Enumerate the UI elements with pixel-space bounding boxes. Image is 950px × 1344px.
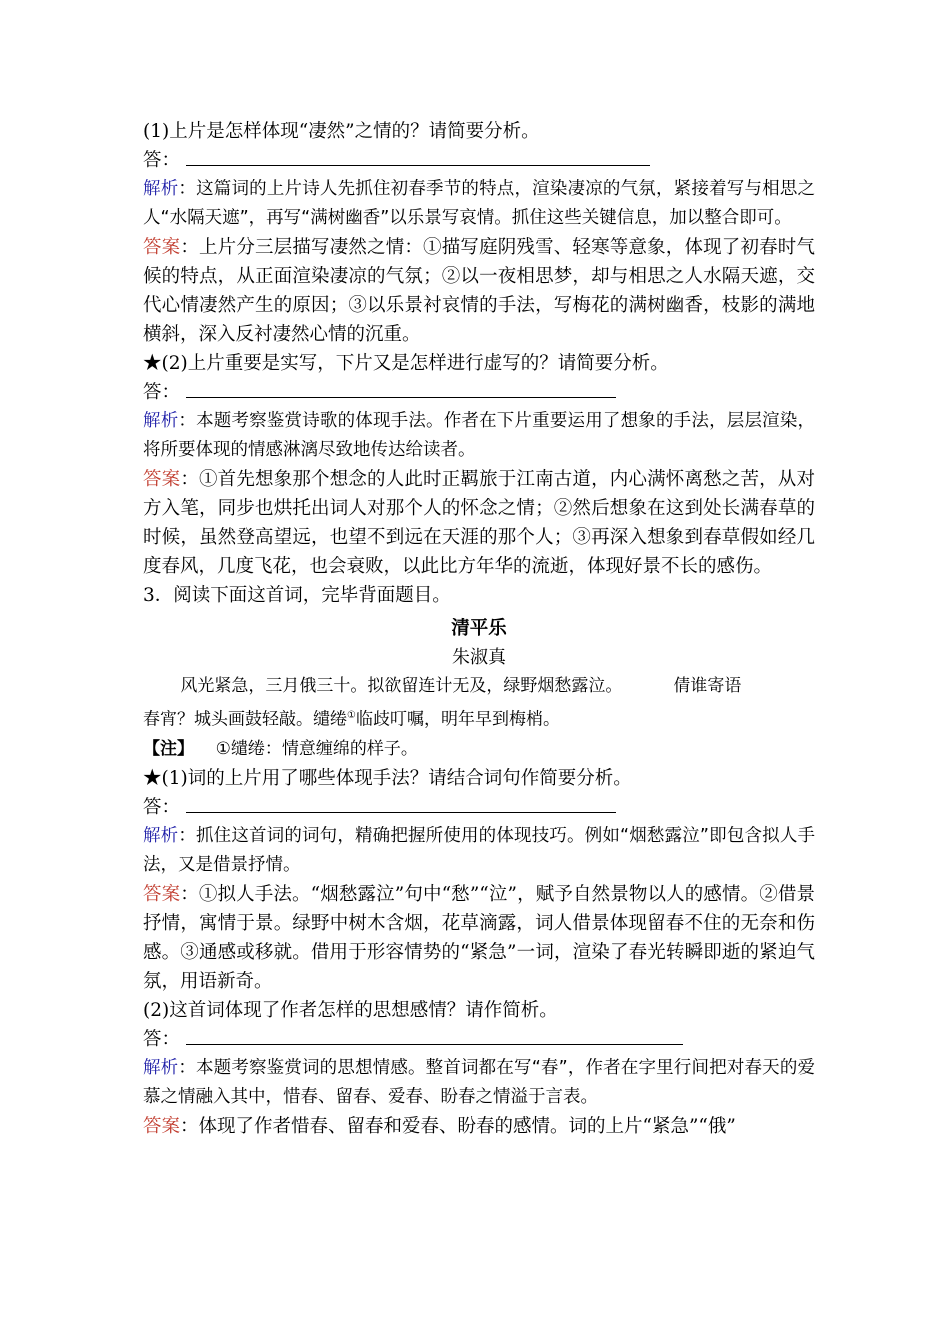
answer-blank-1[interactable] bbox=[186, 149, 650, 166]
poem-text-cont bbox=[143, 701, 815, 735]
answer-blank-2[interactable] bbox=[186, 381, 616, 398]
answer-1 bbox=[143, 233, 815, 349]
answer-line-1 bbox=[143, 146, 815, 175]
poem-title: 清平乐 bbox=[451, 618, 507, 639]
note-label: 【注】 bbox=[143, 738, 194, 759]
answer-label: 答案 bbox=[143, 237, 181, 258]
question-3: ★(1)词的上片用了哪些体现手法？请结合词句作简要分析。 bbox=[143, 767, 632, 789]
answer-3 bbox=[143, 880, 815, 996]
analysis-label: 解析 bbox=[143, 825, 179, 846]
answer-blank-4[interactable] bbox=[186, 1028, 683, 1045]
section-3-intro: 3．阅读下面这首词，完毕背面题目。 bbox=[143, 585, 451, 606]
question-4: (2)这首词体现了作者怎样的思想感情？请作简析。 bbox=[143, 999, 558, 1021]
poem-author: 朱淑真 bbox=[452, 647, 506, 668]
poem-line-2a: 倩谁寄语 bbox=[673, 676, 742, 696]
poem-text bbox=[143, 672, 815, 701]
poem-note bbox=[143, 735, 815, 764]
analysis-text: ：抓住这首词的词句，精确把握所使用的体现技巧。例如“烟愁露泣”即包含拟人手法，又是借景抒情。 bbox=[143, 825, 815, 875]
answer-text: ：上片分三层描写凄然之情：①描写庭阴残雪、轻寒等意象，体现了初春时气候的特点，从正面渲染凄凉的气氛；②以一夜相思梦，却与相思之人水隔天遮，交代心情凄然产生的原因；③以乐景衬哀情的手法，写梅花的满树幽香，枝影的满地横斜，深入反衬凄然心情的沉重。 bbox=[143, 237, 815, 345]
answer-label: 答案 bbox=[143, 1115, 181, 1137]
note-mark: ① bbox=[347, 710, 356, 721]
poem-line-1: 风光紧急，三月俄三十。拟欲留连计无及，绿野烟愁露泣。 bbox=[180, 676, 623, 696]
answer-prefix: 答： bbox=[143, 150, 181, 171]
analysis-text: ：这篇词的上片诗人先抓住初春季节的特点，渲染凄凉的气氛，紧接着写与相思之人“水隔天遮”，再写“满树幽香”以乐景写哀情。抓住这些关键信息，加以整合即可。 bbox=[143, 179, 816, 228]
answer-line-4 bbox=[143, 1025, 815, 1054]
answer-text: ：体现了作者惜春、留春和爱春、盼春的感情。词的上片“紧急”“俄” bbox=[180, 1115, 736, 1137]
analysis-3 bbox=[143, 822, 815, 880]
answer-2 bbox=[143, 465, 815, 581]
poem-line-2c: 临歧叮嘱，明年早到梅梢。 bbox=[355, 709, 560, 730]
answer-blank-3[interactable] bbox=[186, 796, 616, 813]
answer-4 bbox=[143, 1112, 815, 1141]
analysis-label: 解析 bbox=[143, 1057, 179, 1078]
answer-text: ：①首先想象那个想念的人此时正羁旅于江南古道，内心满怀离愁之苦，从对方入笔，同步也烘托出词人对那个人的怀念之情；②然后想象在这到处长满春草的时候，虽然登高望远，也望不到远在天涯的那个人；③再深入想象到春草假如经几度春风，几度飞花，也会衰败，以此比方年华的流逝，体现好景不长的感伤。 bbox=[143, 469, 815, 577]
answer-prefix: 答： bbox=[143, 1028, 181, 1050]
question-1: (1)上片是怎样体现“凄然”之情的？请简要分析。 bbox=[143, 121, 540, 142]
answer-line-2 bbox=[143, 378, 815, 407]
answer-label: 答案 bbox=[143, 883, 181, 905]
answer-text: ：①拟人手法。“烟愁露泣”句中“愁”“泣”，赋予自然景物以人的感情。②借景抒情，寓情于景。绿野中树木含烟，花草滴露，词人借景体现留春不住的无奈和伤感。③通感或移就。借用于形容情势的“紧急”一词，渲染了春光转瞬即逝的紧迫气氛，用语新奇。 bbox=[143, 883, 815, 992]
answer-label: 答案 bbox=[143, 469, 181, 490]
poem-line-2b: 春宵？城头画鼓轻敲。缱绻 bbox=[143, 709, 347, 730]
analysis-label: 解析 bbox=[143, 179, 179, 199]
answer-prefix: 答： bbox=[143, 796, 181, 818]
note-text: ①缱绻：情意缠绵的样子。 bbox=[215, 738, 418, 759]
analysis-1 bbox=[143, 175, 815, 233]
answer-line-3 bbox=[143, 793, 815, 822]
answer-prefix: 答： bbox=[143, 382, 181, 403]
document-page bbox=[143, 117, 815, 1141]
analysis-2 bbox=[143, 407, 815, 465]
question-2: ★(2)上片重要是实写，下片又是怎样进行虚写的？请简要分析。 bbox=[143, 353, 669, 374]
analysis-4 bbox=[143, 1054, 815, 1112]
analysis-label: 解析 bbox=[143, 411, 179, 431]
analysis-text: ：本题考察鉴赏词的思想情感。整首词都在写“春”，作者在字里行间把对春天的爱慕之情融入其中，惜春、留春、爱春、盼春之情溢于言表。 bbox=[143, 1057, 815, 1107]
analysis-text: ：本题考察鉴赏诗歌的体现手法。作者在下片重要运用了想象的手法，层层渲染，将所要体现的情感淋漓尽致地传达给读者。 bbox=[143, 411, 816, 460]
